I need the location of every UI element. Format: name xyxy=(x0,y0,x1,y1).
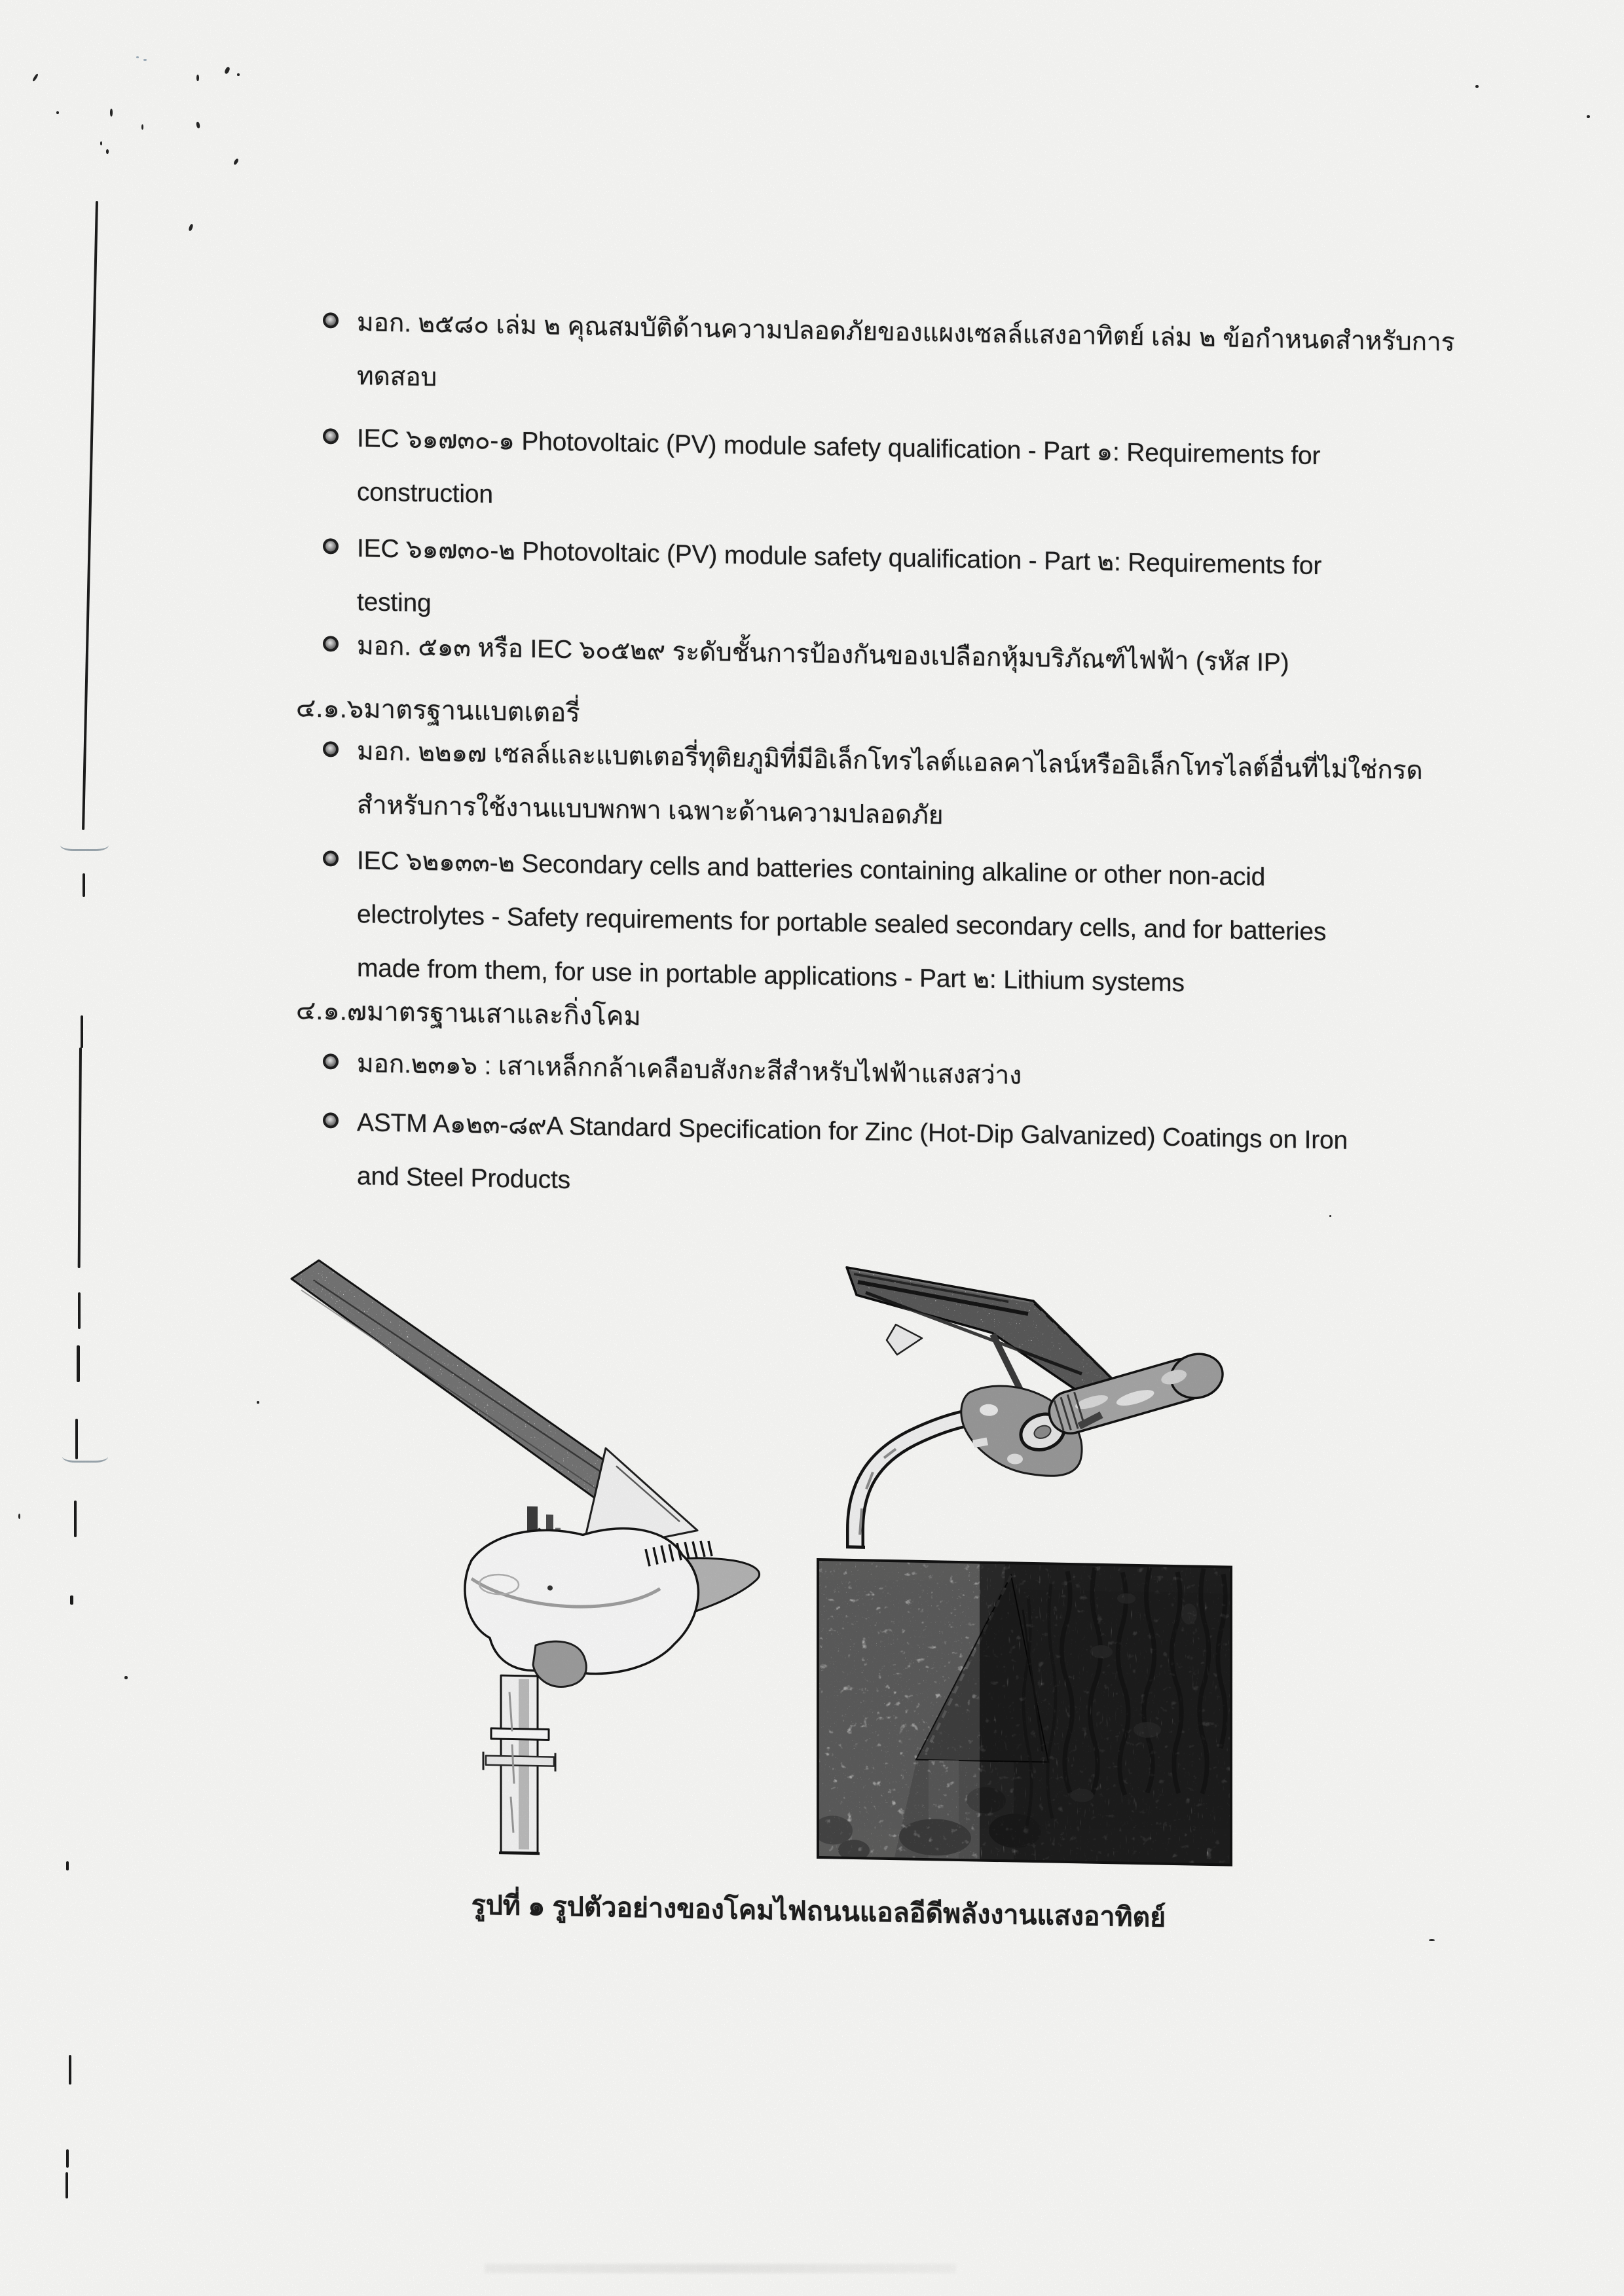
scan-speck xyxy=(141,124,143,130)
scan-speck xyxy=(56,111,59,114)
scan-speck xyxy=(1429,1939,1435,1941)
section-heading-4-1-7 xyxy=(296,983,641,1044)
scan-artifact-line xyxy=(83,873,85,897)
list-item-text: electrolytes - Safety requirements for portable sealed secondary cells, and for batteries xyxy=(357,900,1327,947)
bullet-icon xyxy=(323,850,339,866)
left-streetlamp-drawing xyxy=(275,1243,760,1858)
bullet-icon xyxy=(323,538,339,554)
scan-artifact-line xyxy=(66,2149,69,2168)
scan-artifact-line xyxy=(69,2055,71,2085)
scan-speck xyxy=(110,109,113,117)
list-item-text: and Steel Products xyxy=(357,1162,570,1195)
scan-artifact-curve xyxy=(60,839,109,851)
scan-speck xyxy=(237,73,240,76)
scan-speck xyxy=(1475,85,1479,88)
scan-speck xyxy=(1587,115,1590,118)
scan-speck xyxy=(18,1514,20,1519)
bullet-icon xyxy=(323,312,339,328)
list-item xyxy=(357,412,1431,539)
list-item xyxy=(357,1096,1431,1223)
list-item-text: มอก. ๒๕๘๐ เล่ม ๒ คุณสมบัติด้านความปลอดภัยของแผงเซลล์แสงอาทิตย์ เล่ม ๒ ข้อกำหนดสำหรับการ xyxy=(357,308,1455,357)
list-item-text: IEC ๖๒๑๓๓-๒ Secondary cells and batteries containing alkaline or other non-acid xyxy=(357,847,1266,892)
list-item-text: IEC ๖๑๗๓๐-๒ Photovoltaic (PV) module safety qualification - Part ๒: Requirements for xyxy=(357,534,1322,581)
scan-speck xyxy=(100,141,102,145)
scan-speck xyxy=(124,1676,128,1679)
list-item-text: construction xyxy=(357,478,493,509)
figure-illustration xyxy=(275,1216,1238,1897)
bullet-icon xyxy=(323,428,339,444)
section-number: ๔.๑.๗ xyxy=(296,996,367,1027)
scan-speck xyxy=(143,59,147,61)
bullet-icon xyxy=(323,741,339,757)
scan-artifact-line xyxy=(78,1292,81,1329)
scan-speck xyxy=(1329,1215,1331,1217)
right-streetlamp-drawing xyxy=(838,1260,1228,1554)
list-item-text: ทดสอบ xyxy=(357,362,437,392)
section-title: มาตรฐานเสาและกิ่งโคม xyxy=(366,997,641,1032)
section-title: มาตรฐานแบตเตอรี่ xyxy=(363,695,580,728)
scan-artifact-line xyxy=(74,1501,77,1537)
closeup-photo xyxy=(813,1559,1231,1868)
list-item-text: IEC ๖๑๗๓๐-๑ Photovoltaic (PV) module safety qualification - Part ๑: Requirements for xyxy=(357,424,1321,471)
scan-artifact-curve xyxy=(62,1451,108,1463)
scan-speck xyxy=(136,56,139,58)
list-item-text: สำหรับการใช้งานแบบพกพา เฉพาะด้านความปลอดภัย xyxy=(357,791,944,830)
scan-artifact-line xyxy=(66,1861,69,1870)
list-item-text: testing xyxy=(357,588,432,618)
scan-artifact-line xyxy=(81,1015,83,1048)
figure-caption: รูปที่ ๑ รูปตัวอย่างของโคมไฟถนนแอลอีดีพลังงานแสงอาทิตย์ xyxy=(471,1889,1166,1933)
list-item-text: made from them, for use in portable applications - Part ๒: Lithium systems xyxy=(357,954,1185,998)
bullet-icon xyxy=(323,636,339,651)
bullet-icon xyxy=(323,1112,339,1128)
list-item-text: มอก. ๕๑๓ หรือ IEC ๖๐๕๒๙ ระดับชั้นการป้องกันของเปลือกหุ้มบริภัณฑ์ไฟฟ้า (รหัส IP) xyxy=(357,632,1289,678)
scan-speck xyxy=(106,149,109,154)
bullet-icon xyxy=(323,1053,339,1069)
scan-speck xyxy=(196,75,199,81)
list-item-text: มอก.๒๓๑๖ : เสาเหล็กกล้าเคลือบสังกะสีสำหรับไฟฟ้าแสงสว่าง xyxy=(357,1049,1022,1090)
section-number: ๔.๑.๖ xyxy=(296,693,364,724)
list-item-text: มอก. ๒๒๑๗ เซลล์และแบตเตอรี่ทุติยภูมิที่มีอิเล็กโทรไลต์แอลคาไลน์หรืออิเล็กโทรไลต์อื่นที่ไม่ใช่กรด xyxy=(357,737,1423,785)
scan-artifact-line xyxy=(70,1595,73,1605)
scan-speck xyxy=(257,1401,259,1404)
list-item xyxy=(357,725,1431,852)
list-item-text: ASTM A๑๒๓-๘๙A Standard Specification for Zinc (Hot-Dip Galvanized) Coatings on Iron xyxy=(357,1108,1348,1155)
list-item xyxy=(357,296,1455,423)
scan-artifact-line xyxy=(65,2172,68,2198)
scan-edge-shadow xyxy=(485,2264,956,2273)
scan-artifact-line xyxy=(77,1345,80,1382)
